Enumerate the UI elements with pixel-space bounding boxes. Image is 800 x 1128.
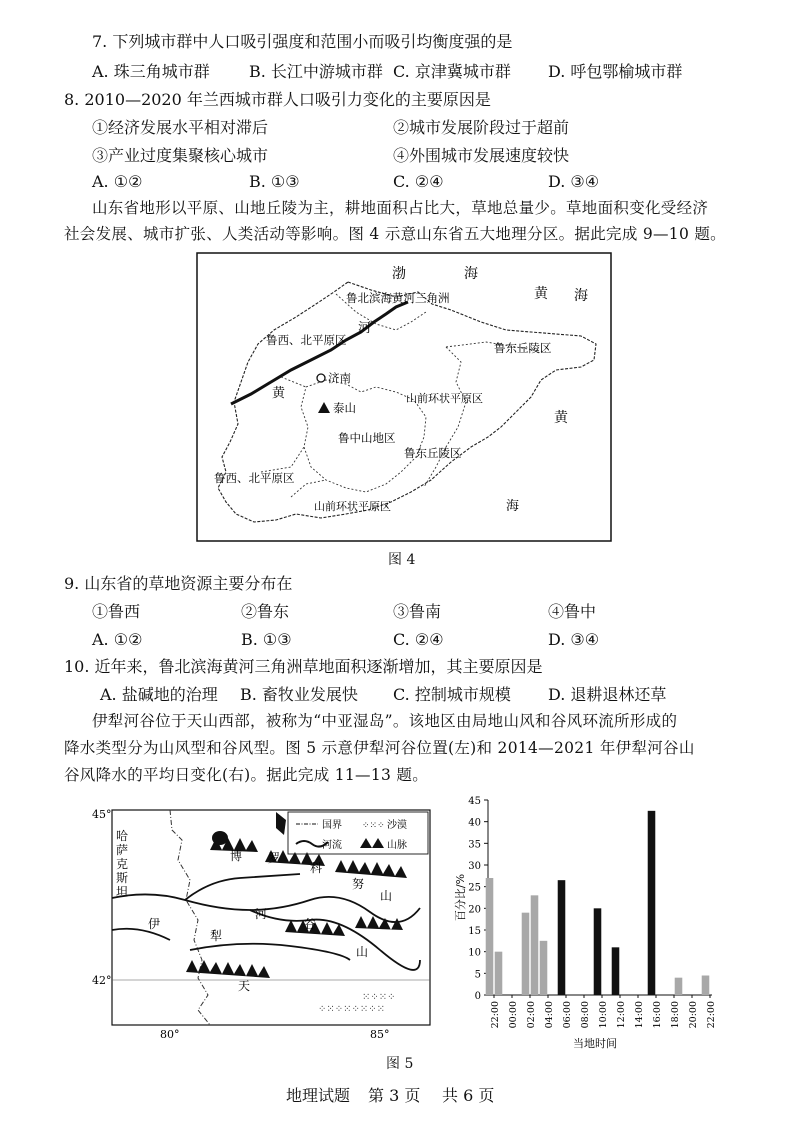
- q8-item-4: ④外围城市发展速度较快: [393, 146, 570, 165]
- footer-subject: 地理试题: [286, 1086, 351, 1105]
- map5-bo-label: 博: [230, 849, 243, 863]
- intro1-line1: 山东省地形以平原、山地丘陵为主，耕地面积占比大，草地总量少。草地面积变化受经济: [92, 199, 709, 217]
- map5-kz-1: 哈: [116, 829, 129, 843]
- q7-option-d: D. 呼包鄂榆城市群: [548, 62, 683, 81]
- intro1-line2: 社会发展、城市扩张、人类活动等影响。图 4 示意山东省五大地理分区。据此完成 9—10 题。: [64, 225, 726, 243]
- legend-desert-label: 沙漠: [387, 820, 407, 831]
- q8-option-d: D. ③④: [548, 172, 600, 191]
- map5-kz-5: 坦: [116, 885, 129, 899]
- x-tick-label: 22:00: [490, 1001, 501, 1029]
- figure-4-map: [196, 252, 612, 542]
- bar-gray: [522, 913, 530, 995]
- x-axis-label: 当地时间: [573, 1037, 617, 1050]
- x-tick-label: 18:00: [670, 1001, 681, 1029]
- x-tick-label: 10:00: [598, 1001, 609, 1029]
- q8-item-3: ③产业过度集聚核心城市: [92, 146, 269, 165]
- map4-jinan-label: 济南: [328, 371, 351, 385]
- bar-black: [558, 880, 566, 995]
- map4-huanghai-4: 海: [506, 499, 520, 514]
- x-tick-label: 14:00: [634, 1001, 645, 1029]
- map5-kz-2: 萨: [116, 843, 129, 857]
- y-tick-label: 20: [468, 904, 481, 916]
- desert-legend-icon: ⁘⁙⁘: [362, 821, 385, 831]
- map4-luzhong-label: 鲁中山地区: [338, 431, 396, 445]
- q7-option-b: B. 长江中游城市群: [249, 62, 383, 81]
- x-tick-label: 00:00: [508, 1001, 519, 1029]
- q10-stem: 10. 近年来，鲁北滨海黄河三角洲草地面积逐渐增加，其主要原因是: [64, 657, 543, 676]
- map4-huanghai-3: 黄: [554, 410, 568, 426]
- q10-option-c: C. 控制城市规模: [393, 685, 511, 704]
- map5-yi-label: 伊: [148, 917, 161, 931]
- map5-luo-label: 罗: [268, 851, 281, 865]
- map5-kz-4: 斯: [116, 871, 129, 885]
- q8-option-c: C. ②④: [393, 172, 444, 191]
- y-tick-label: 40: [468, 817, 481, 829]
- q9-option-b: B. ①③: [241, 630, 292, 649]
- map4-shanqian-label-1: 山前环状平原区: [406, 392, 483, 405]
- legend-border-label: 国界: [322, 820, 342, 831]
- bar-gray: [495, 952, 503, 995]
- bar-gray: [675, 978, 683, 995]
- x-tick-label: 08:00: [580, 1001, 591, 1029]
- map4-huanghai-1: 黄: [534, 286, 548, 302]
- map4-jinan-marker: [317, 374, 325, 382]
- bar-gray: [702, 976, 710, 996]
- figure-4-caption: 图 4: [388, 552, 416, 568]
- q7-stem: 7. 下列城市群中人口吸引强度和范围小而吸引均衡度强的是: [92, 32, 513, 51]
- x-tick-label: 22:00: [706, 1001, 717, 1029]
- footer-page: 第 3 页: [368, 1086, 421, 1105]
- q8-option-a: A. ①②: [92, 172, 143, 191]
- y-tick-label: 25: [468, 882, 481, 894]
- y-tick-label: 0: [474, 991, 481, 1002]
- figure-5-map: [90, 800, 440, 1045]
- map5-shan-label-1: 山: [380, 889, 393, 903]
- figure-5-chart: [446, 790, 726, 1050]
- map5-nu-label: 努: [352, 877, 365, 891]
- q7-option-c: C. 京津冀城市群: [393, 62, 511, 81]
- map4-shanqian-label-2: 山前环状平原区: [314, 500, 391, 513]
- footer-total: 共 6 页: [442, 1086, 495, 1105]
- q8-item-2: ②城市发展阶段过于超前: [393, 118, 570, 137]
- q7-option-a: A. 珠三角城市群: [92, 62, 210, 81]
- bar-gray: [486, 878, 494, 995]
- map5-desert: ⁘⁙⁘⁙⁘⁙⁘⁙: [318, 1004, 386, 1015]
- map5-ke-label: 科: [310, 861, 323, 875]
- bar-gray: [531, 895, 539, 995]
- map4-huanghai-2: 海: [574, 288, 588, 304]
- y-axis-label: 百分比/%: [454, 873, 467, 922]
- map4-ludong-label-2: 鲁东丘陵区: [404, 446, 462, 460]
- x-tick-label: 12:00: [616, 1001, 627, 1029]
- map5-li-label: 犁: [210, 929, 223, 943]
- map5-gu-label: 谷: [304, 917, 317, 931]
- x-tick-label: 16:00: [652, 1001, 663, 1029]
- map4-taishan-label: 泰山: [333, 401, 356, 415]
- map5-lat45-label: 45°: [92, 808, 112, 821]
- bar-gray: [540, 941, 548, 995]
- map4-bohai-1: 渤: [392, 266, 406, 282]
- q8-option-b: B. ①③: [249, 172, 300, 191]
- bar-black: [648, 811, 656, 995]
- legend-river-label: 河流: [322, 840, 342, 851]
- x-tick-label: 06:00: [562, 1001, 573, 1029]
- q9-option-a: A. ①②: [92, 630, 143, 649]
- y-tick-label: 30: [468, 861, 481, 872]
- figure-5-caption: 图 5: [386, 1056, 414, 1072]
- x-tick-label: 02:00: [526, 1001, 537, 1029]
- x-tick-label: 04:00: [544, 1001, 555, 1029]
- intro2-line1: 伊犁河谷位于天山西部，被称为“中亚湿岛”。该地区由局地山风和谷风环流所形成的: [92, 712, 678, 730]
- q9-stem: 9. 山东省的草地资源主要分布在: [64, 574, 293, 593]
- map4-luxi-label-2: 鲁西、北平原区: [214, 471, 295, 485]
- map4-luxi-label-1: 鲁西、北平原区: [266, 333, 347, 347]
- map4-ludong-label-1: 鲁东丘陵区: [494, 341, 552, 355]
- map4-bohai-2: 海: [464, 266, 478, 282]
- q9-option-d: D. ③④: [548, 630, 600, 649]
- map5-tian-label: 天: [238, 979, 251, 993]
- q9-item-3: ③鲁南: [393, 602, 442, 621]
- q10-option-b: B. 畜牧业发展快: [240, 685, 358, 704]
- q10-option-a: A. 盐碱地的治理: [100, 685, 218, 704]
- bar-black: [612, 947, 620, 995]
- y-tick-label: 15: [468, 926, 481, 937]
- q9-item-4: ④鲁中: [548, 602, 597, 621]
- intro2-line3: 谷风降水的平均日变化(右)。据此完成 11—13 题。: [64, 766, 428, 784]
- legend-mountain-label: 山脉: [387, 840, 407, 851]
- map5-lake-1: [212, 831, 228, 845]
- map4-river-label-1: 河: [358, 321, 372, 336]
- q8-item-1: ①经济发展水平相对滞后: [92, 118, 269, 137]
- q10-option-d: D. 退耕退林还草: [548, 685, 667, 704]
- map5-kz-3: 克: [116, 857, 129, 871]
- q9-option-c: C. ②④: [393, 630, 444, 649]
- y-tick-label: 45: [468, 796, 481, 807]
- map5-he-label: 河: [255, 907, 268, 921]
- map4-river-label-2: 黄: [272, 386, 286, 401]
- map5-lat42-label: 42°: [92, 974, 112, 987]
- map5-lon85-label: 85°: [370, 1028, 390, 1041]
- map5-legend-box: [288, 812, 428, 854]
- map5-desert-2: ⁙⁘⁙⁘: [362, 992, 396, 1003]
- x-tick-label: 20:00: [688, 1001, 699, 1029]
- y-tick-label: 10: [468, 947, 481, 959]
- y-tick-label: 35: [468, 839, 481, 851]
- map4-delta-label: 鲁北滨海黄河三角洲: [346, 291, 450, 305]
- intro2-line2: 降水类型分为山风型和谷风型。图 5 示意伊犁河谷位置(左)和 2014—2021 年伊犁河谷山: [64, 739, 695, 757]
- q9-item-1: ①鲁西: [92, 602, 141, 621]
- map5-shan-label-2: 山: [356, 945, 369, 959]
- y-tick-label: 5: [474, 969, 481, 981]
- q9-item-2: ②鲁东: [241, 602, 290, 621]
- map5-lon80-label: 80°: [160, 1028, 180, 1041]
- bar-black: [594, 908, 602, 995]
- q8-stem: 8. 2010—2020 年兰西城市群人口吸引力变化的主要原因是: [64, 90, 491, 109]
